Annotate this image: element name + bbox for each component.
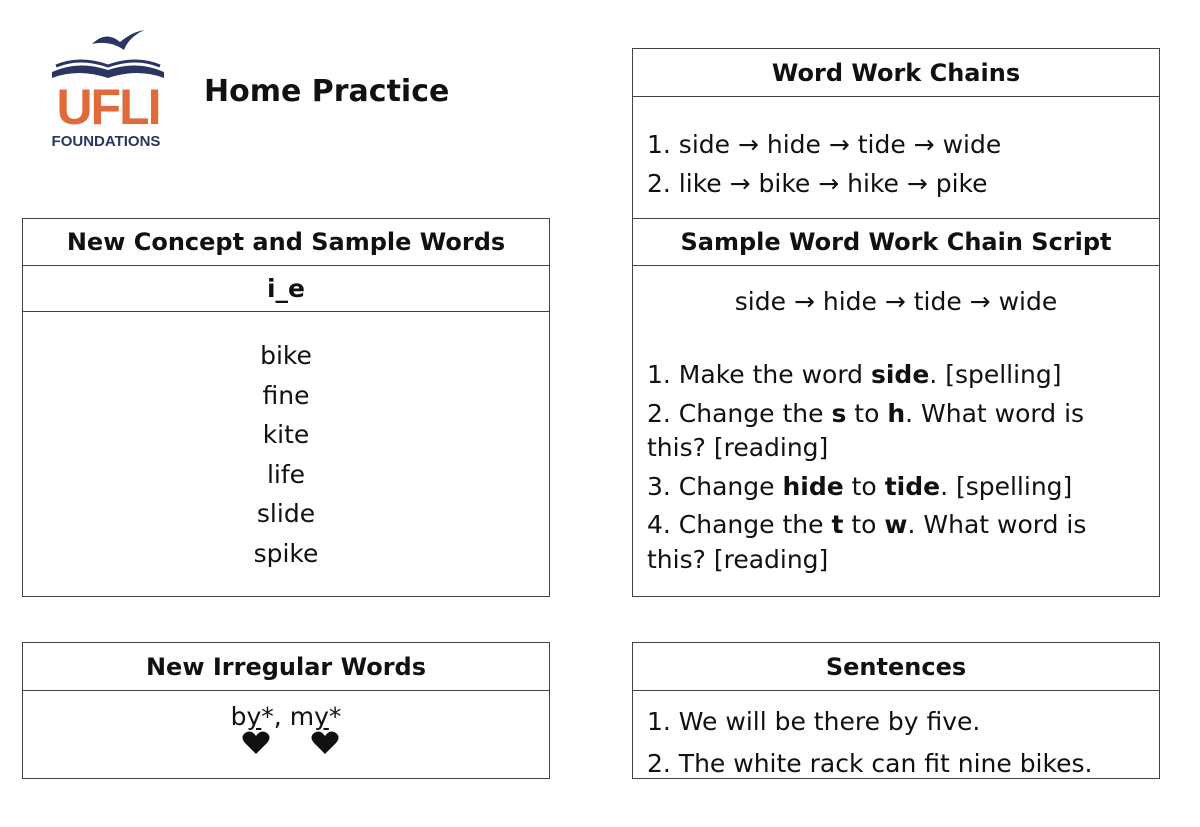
word-work-chains-panel [632,48,1160,219]
script-step: 3. Change hide to tide. [spelling] [647,471,1073,501]
irregular-words-heading: New Irregular Words [23,643,549,691]
sample-word: kite [262,420,310,449]
heart-icon [311,731,339,755]
sentences-panel [632,642,1160,779]
word-work-chains-heading: Word Work Chains [633,49,1159,97]
sample-word: bike [260,341,312,370]
script-step: 2. Change the s to h. What word is this? [reading] [647,398,1085,462]
script-step: 4. Change the t to w. What word is this? [reading] [647,510,1087,574]
chain-list [633,97,1159,203]
chain-item: 1. side → hide → tide → wide [647,130,1002,159]
sentence-item: 2. The white rack can fit nine bikes. [647,749,1093,778]
script-step: 1. Make the word side. [spelling] [647,360,1062,389]
irregular-words-panel [22,642,550,779]
sample-word: slide [256,499,316,528]
irregular-word-list [23,691,549,761]
page-title: Home Practice [204,74,450,109]
irregular-word-by: by*, [230,702,282,731]
concept-pattern: i_e [23,266,549,312]
logo-letters: UFLI [56,79,160,135]
sample-word-list [23,312,549,573]
sentence-item: 1. We will be there by five. [647,707,981,736]
new-concept-heading: New Concept and Sample Words [23,219,549,266]
script-chain: side → hide → tide → wide [734,287,1058,316]
chain-script-heading: Sample Word Work Chain Script [633,219,1159,266]
irregular-word-my: my* [289,702,342,731]
logo-foundations: FOUNDATIONS [51,133,161,150]
new-concept-panel [22,218,550,597]
script-steps [633,320,1159,577]
chain-item: 2. like → bike → hike → pike [647,169,988,198]
sentence-list [633,691,1159,785]
bird-icon [92,30,144,50]
sample-word: spike [253,538,319,568]
book-icon [52,61,164,78]
sample-word: fine [262,380,310,410]
sentences-heading: Sentences [633,643,1159,691]
sample-word: life [266,459,306,489]
heart-icon [242,731,270,755]
chain-script-panel [632,218,1160,597]
ufli-foundations-logo [48,26,170,154]
